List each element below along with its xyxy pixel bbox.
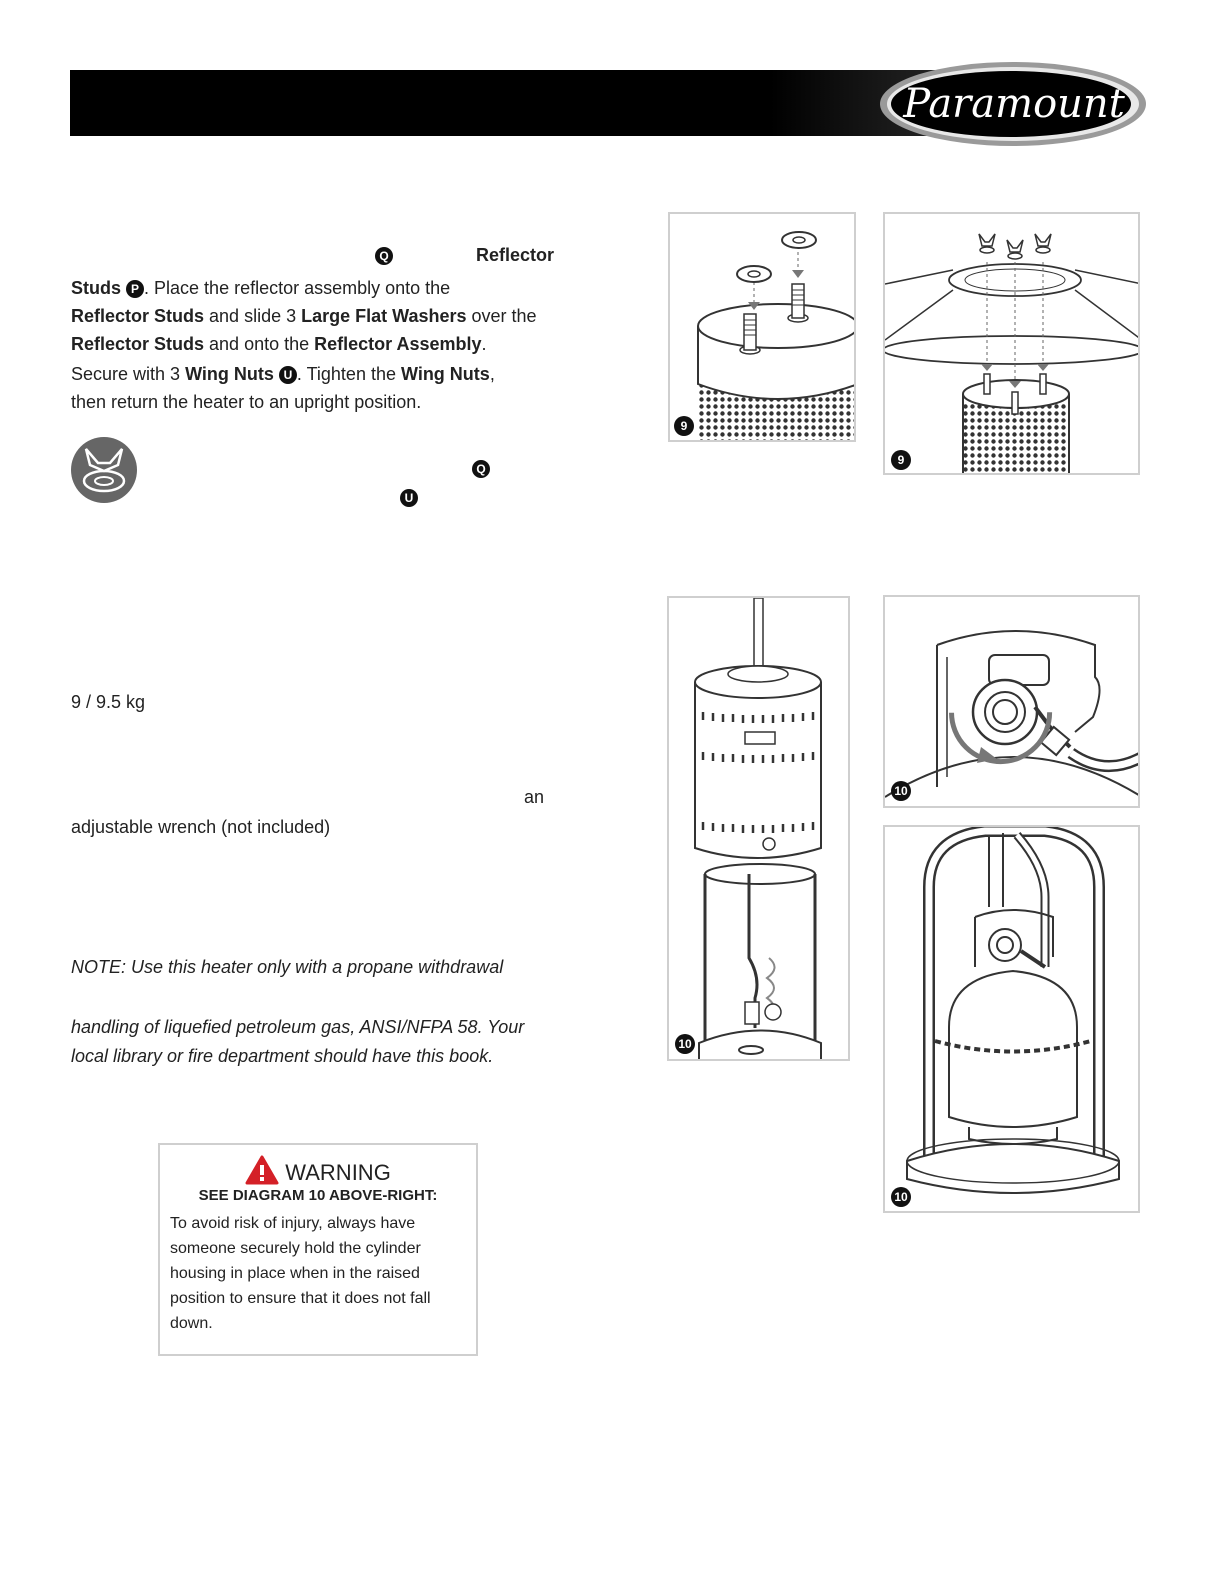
part-u-badge-2: U [400,489,418,507]
tank-weight: 9 / 9.5 kg [71,692,146,712]
figure-10c-number: 10 [891,1187,911,1207]
step9-line3: Reflector Studs and slide 3 Large Flat Washers over the [71,306,537,326]
wing-nut-washer-icon [71,437,137,503]
figure-10a-number: 10 [675,1034,695,1054]
wrench-an: an [524,787,545,807]
figure-9a-number: 9 [674,416,694,436]
figure-10c [883,825,1140,1213]
note-line3: local library or fire department should have this book. [71,1046,494,1066]
figure-10a [667,596,850,1061]
part-q-badge-2: Q [472,460,490,478]
figure-10b-number: 10 [891,781,911,801]
part-u-badge: U [279,366,297,384]
part-p-badge: P [126,280,144,298]
warning-triangle-icon [245,1155,279,1185]
logo-text: Paramount [903,81,1125,127]
step9-line6: then return the heater to an upright position. [71,392,422,412]
wrench-text: adjustable wrench (not included) [71,817,331,837]
step9-line4: Reflector Studs and onto the Reflector Assembly. [71,334,487,354]
step9-line5: Secure with 3 Wing Nuts U . Tighten the Wing Nuts, [71,364,495,384]
warning-title: WARNING [285,1160,391,1185]
step9-line2: Studs P . Place the reflector assembly onto the [71,278,451,298]
paramount-logo [878,60,1148,148]
figure-9b [883,212,1140,475]
warning-subtitle: SEE DIAGRAM 10 ABOVE-RIGHT: [198,1187,438,1204]
figure-10b [883,595,1140,808]
reflector-label: Reflector [476,245,555,265]
figure-9a [668,212,856,442]
warning-body: To avoid risk of injury, always have someone securely hold the cylinder housing in place when in the raised position to ensure that it does not fall down. [170,1215,431,1332]
note-line1: NOTE: Use this heater only with a propane withdrawal [71,957,504,977]
figure-9b-number: 9 [891,450,911,470]
part-q-badge: Q [375,247,393,265]
warning-box [158,1143,478,1356]
note-line2: handling of liquefied petroleum gas, ANSI/NFPA 58. Your [71,1017,525,1037]
